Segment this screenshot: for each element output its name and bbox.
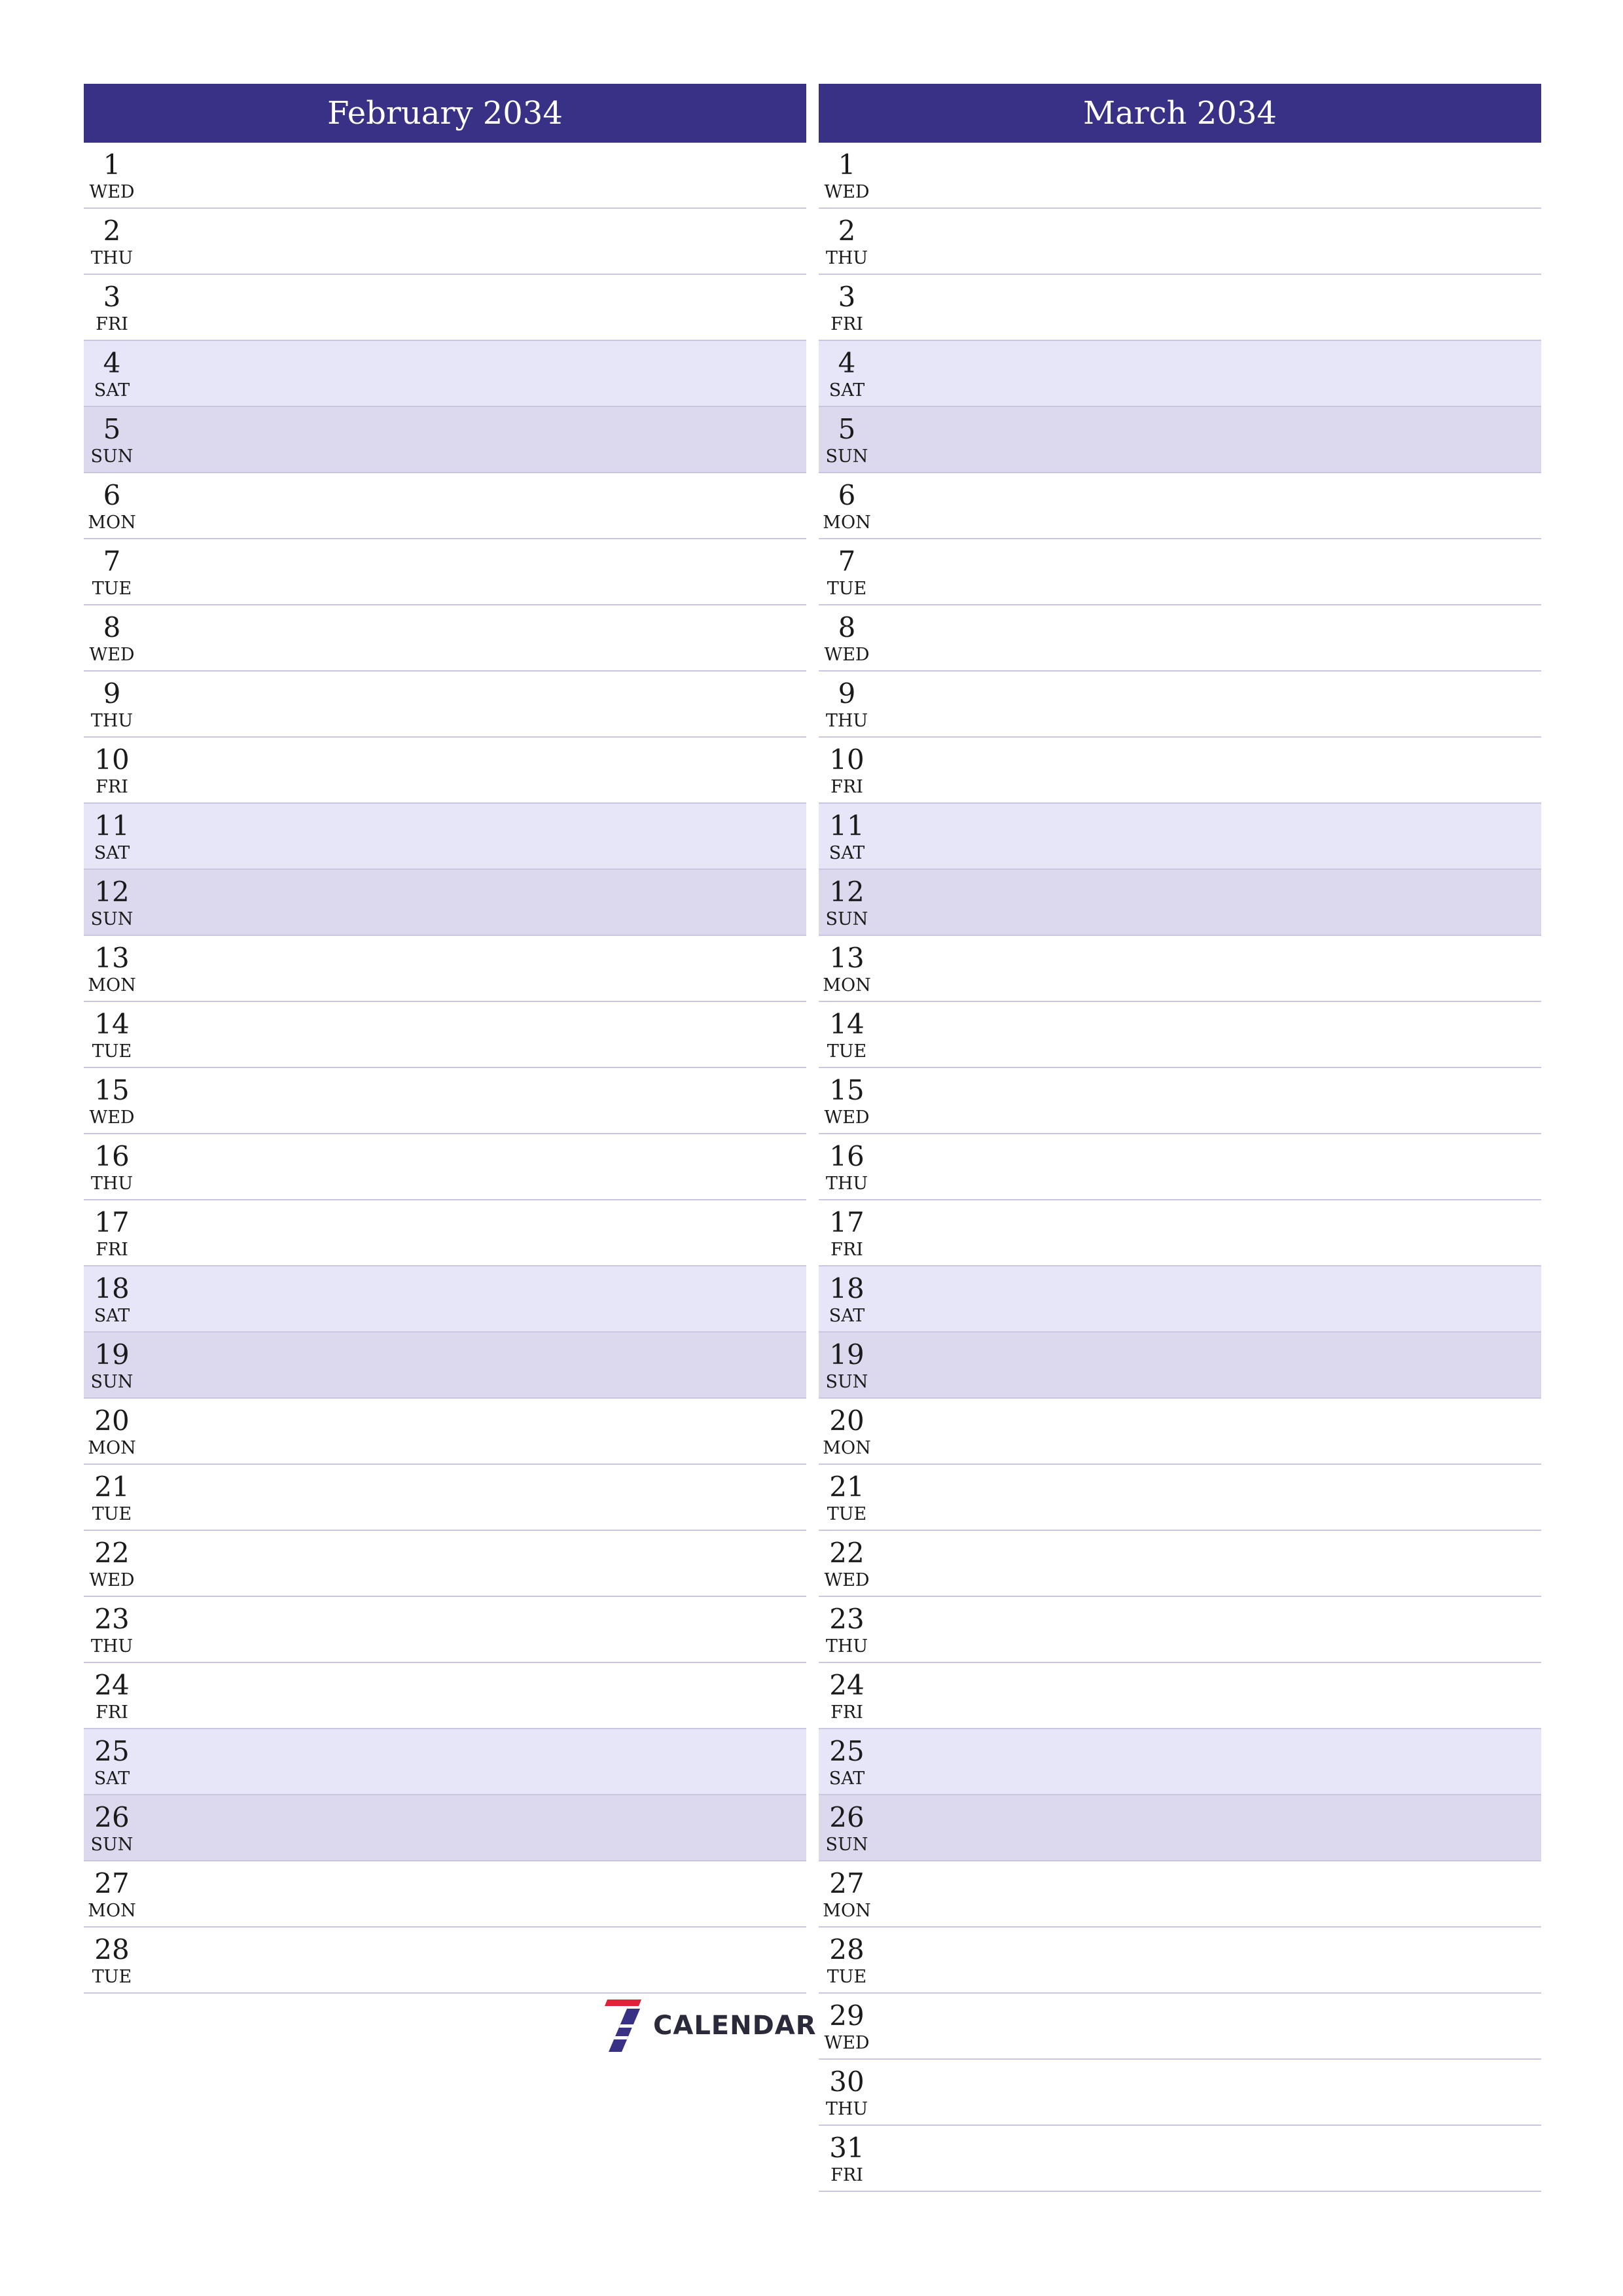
day-weekday: THU <box>90 711 134 731</box>
day-row[interactable] <box>819 1134 1541 1200</box>
day-weekday: TUE <box>92 1504 132 1524</box>
day-row[interactable] <box>819 473 1541 539</box>
day-row[interactable] <box>84 1465 806 1531</box>
day-weekday: SAT <box>829 380 865 401</box>
day-number: 21 <box>94 1471 130 1503</box>
day-row[interactable] <box>84 1399 806 1465</box>
day-number: 23 <box>829 1603 865 1635</box>
day-number: 2 <box>103 215 121 247</box>
day-number: 9 <box>103 677 121 709</box>
day-number: 1 <box>103 149 121 181</box>
day-row[interactable] <box>819 738 1541 804</box>
day-row[interactable] <box>819 1729 1541 1795</box>
day-weekday: SAT <box>94 380 130 401</box>
day-weekday: THU <box>825 711 868 731</box>
day-weekday: MON <box>88 975 136 996</box>
day-weekday: MON <box>88 1438 136 1458</box>
day-row[interactable] <box>819 1795 1541 1861</box>
day-number: 6 <box>103 479 121 511</box>
day-weekday: SAT <box>94 1768 130 1789</box>
day-row[interactable] <box>819 1399 1541 1465</box>
day-weekday: SUN <box>90 1835 134 1855</box>
day-number: 24 <box>829 1669 865 1701</box>
day-row[interactable] <box>819 1597 1541 1663</box>
day-row[interactable] <box>819 1002 1541 1068</box>
day-row[interactable] <box>84 1597 806 1663</box>
day-row[interactable] <box>84 870 806 936</box>
day-number: 12 <box>829 876 865 908</box>
day-row[interactable] <box>84 1861 806 1928</box>
day-number: 13 <box>94 942 130 974</box>
day-number: 28 <box>94 1933 130 1965</box>
day-row[interactable] <box>84 1531 806 1597</box>
day-number: 29 <box>829 2000 865 2032</box>
day-row[interactable] <box>819 209 1541 275</box>
day-number: 17 <box>829 1206 865 1238</box>
day-weekday: FRI <box>830 1702 863 1723</box>
day-weekday: FRI <box>96 314 128 334</box>
day-number: 16 <box>94 1140 130 1172</box>
day-number: 10 <box>94 744 130 776</box>
day-number: 18 <box>94 1272 130 1304</box>
day-weekday: WED <box>824 182 870 202</box>
day-weekday: MON <box>823 1438 871 1458</box>
day-number: 9 <box>838 677 856 709</box>
day-row[interactable] <box>819 1465 1541 1531</box>
day-row[interactable] <box>84 1068 806 1134</box>
day-number: 14 <box>94 1008 130 1040</box>
day-row[interactable] <box>84 539 806 605</box>
day-row[interactable] <box>819 1200 1541 1266</box>
day-number: 11 <box>94 810 130 842</box>
day-row[interactable] <box>819 870 1541 936</box>
day-weekday: THU <box>825 248 868 268</box>
day-weekday: THU <box>90 1174 134 1194</box>
day-weekday: SAT <box>94 1306 130 1326</box>
day-number: 25 <box>829 1735 865 1767</box>
day-row[interactable] <box>84 804 806 870</box>
day-row[interactable] <box>84 1266 806 1333</box>
day-row[interactable] <box>84 1928 806 1994</box>
day-list <box>819 143 1541 2192</box>
day-row[interactable] <box>84 1663 806 1729</box>
day-row[interactable] <box>819 804 1541 870</box>
day-weekday: SUN <box>825 1372 868 1392</box>
logo-text: CALENDAR <box>653 2011 817 2041</box>
day-row[interactable] <box>819 539 1541 605</box>
day-number: 15 <box>94 1074 130 1106</box>
month-february <box>84 84 806 1994</box>
day-number: 8 <box>103 611 121 643</box>
day-row[interactable] <box>819 1266 1541 1333</box>
day-row[interactable] <box>819 1994 1541 2060</box>
day-row[interactable] <box>819 672 1541 738</box>
day-number: 2 <box>838 215 856 247</box>
day-number: 26 <box>94 1801 130 1833</box>
day-number: 13 <box>829 942 865 974</box>
day-row[interactable] <box>84 1795 806 1861</box>
day-weekday: MON <box>823 1901 871 1921</box>
day-row[interactable] <box>819 936 1541 1002</box>
day-weekday: TUE <box>827 1504 867 1524</box>
day-row[interactable] <box>84 1333 806 1399</box>
day-row[interactable] <box>84 407 806 473</box>
day-row[interactable] <box>84 936 806 1002</box>
day-row[interactable] <box>819 1531 1541 1597</box>
day-row[interactable] <box>819 1333 1541 1399</box>
day-number: 22 <box>94 1537 130 1569</box>
day-number: 24 <box>94 1669 130 1701</box>
day-number: 10 <box>829 744 865 776</box>
day-weekday: TUE <box>827 1967 867 1987</box>
day-row[interactable] <box>84 605 806 672</box>
day-number: 27 <box>94 1867 130 1899</box>
day-row[interactable] <box>819 1068 1541 1134</box>
month-title: March 2034 <box>819 84 1541 143</box>
day-weekday: SAT <box>829 1768 865 1789</box>
day-weekday: SUN <box>825 909 868 929</box>
day-number: 12 <box>94 876 130 908</box>
day-row[interactable] <box>819 2126 1541 2192</box>
day-row[interactable] <box>84 1134 806 1200</box>
day-row[interactable] <box>84 1200 806 1266</box>
day-weekday: WED <box>824 1570 870 1590</box>
day-number: 14 <box>829 1008 865 1040</box>
day-row[interactable] <box>84 473 806 539</box>
day-number: 22 <box>829 1537 865 1569</box>
brand-logo[interactable] <box>605 2000 817 2052</box>
day-row[interactable] <box>819 275 1541 341</box>
day-number: 8 <box>838 611 856 643</box>
day-weekday: WED <box>824 1107 870 1128</box>
day-weekday: TUE <box>92 579 132 599</box>
day-weekday: THU <box>90 1636 134 1657</box>
day-number: 27 <box>829 1867 865 1899</box>
day-weekday: TUE <box>827 1041 867 1062</box>
day-number: 5 <box>103 413 121 445</box>
day-number: 19 <box>94 1338 130 1371</box>
day-row[interactable] <box>84 1729 806 1795</box>
day-row[interactable] <box>84 1002 806 1068</box>
month-march <box>819 84 1541 2192</box>
day-weekday: WED <box>824 2033 870 2053</box>
day-weekday: WED <box>89 645 135 665</box>
day-number: 7 <box>103 545 121 577</box>
day-weekday: MON <box>823 512 871 533</box>
day-weekday: FRI <box>830 314 863 334</box>
day-row[interactable] <box>819 407 1541 473</box>
day-weekday: MON <box>88 512 136 533</box>
day-weekday: WED <box>824 645 870 665</box>
day-weekday: FRI <box>96 1240 128 1260</box>
day-weekday: SAT <box>829 843 865 863</box>
day-number: 4 <box>103 347 121 379</box>
day-weekday: THU <box>90 248 134 268</box>
day-row[interactable] <box>819 605 1541 672</box>
day-weekday: TUE <box>92 1967 132 1987</box>
day-row[interactable] <box>819 1663 1541 1729</box>
day-number: 18 <box>829 1272 865 1304</box>
day-weekday: TUE <box>92 1041 132 1062</box>
day-weekday: SUN <box>90 1372 134 1392</box>
day-number: 11 <box>829 810 865 842</box>
day-number: 15 <box>829 1074 865 1106</box>
day-number: 19 <box>829 1338 865 1371</box>
day-weekday: THU <box>825 1636 868 1657</box>
day-number: 7 <box>838 545 856 577</box>
day-weekday: SUN <box>825 446 868 467</box>
day-row[interactable] <box>819 2060 1541 2126</box>
day-row[interactable] <box>819 1861 1541 1928</box>
day-number: 4 <box>838 347 856 379</box>
day-weekday: SUN <box>90 446 134 467</box>
day-row[interactable] <box>84 672 806 738</box>
month-title: February 2034 <box>84 84 806 143</box>
day-number: 20 <box>829 1405 865 1437</box>
day-weekday: SAT <box>829 1306 865 1326</box>
day-weekday: FRI <box>96 1702 128 1723</box>
day-weekday: MON <box>88 1901 136 1921</box>
day-row[interactable] <box>84 143 806 209</box>
day-row[interactable] <box>84 341 806 407</box>
day-row[interactable] <box>819 341 1541 407</box>
day-number: 25 <box>94 1735 130 1767</box>
day-weekday: THU <box>825 2099 868 2119</box>
day-weekday: MON <box>823 975 871 996</box>
day-weekday: FRI <box>830 2165 863 2185</box>
day-number: 26 <box>829 1801 865 1833</box>
day-number: 3 <box>838 281 856 313</box>
day-weekday: SUN <box>825 1835 868 1855</box>
day-weekday: WED <box>89 182 135 202</box>
day-number: 5 <box>838 413 856 445</box>
day-number: 21 <box>829 1471 865 1503</box>
day-number: 6 <box>838 479 856 511</box>
day-number: 3 <box>103 281 121 313</box>
day-row[interactable] <box>819 1928 1541 1994</box>
day-number: 23 <box>94 1603 130 1635</box>
day-weekday: FRI <box>830 1240 863 1260</box>
day-weekday: TUE <box>827 579 867 599</box>
day-weekday: FRI <box>96 777 128 797</box>
day-row[interactable] <box>84 738 806 804</box>
day-number: 28 <box>829 1933 865 1965</box>
day-number: 30 <box>829 2066 865 2098</box>
day-weekday: WED <box>89 1107 135 1128</box>
day-weekday: FRI <box>830 777 863 797</box>
day-number: 16 <box>829 1140 865 1172</box>
seven-logo-icon <box>605 2000 644 2052</box>
day-row[interactable] <box>819 143 1541 209</box>
day-weekday: WED <box>89 1570 135 1590</box>
day-number: 17 <box>94 1206 130 1238</box>
day-weekday: SUN <box>90 909 134 929</box>
day-row[interactable] <box>84 275 806 341</box>
day-row[interactable] <box>84 209 806 275</box>
day-number: 20 <box>94 1405 130 1437</box>
day-weekday: SAT <box>94 843 130 863</box>
day-number: 31 <box>829 2132 865 2164</box>
day-weekday: THU <box>825 1174 868 1194</box>
day-list <box>84 143 806 1994</box>
day-number: 1 <box>838 149 856 181</box>
